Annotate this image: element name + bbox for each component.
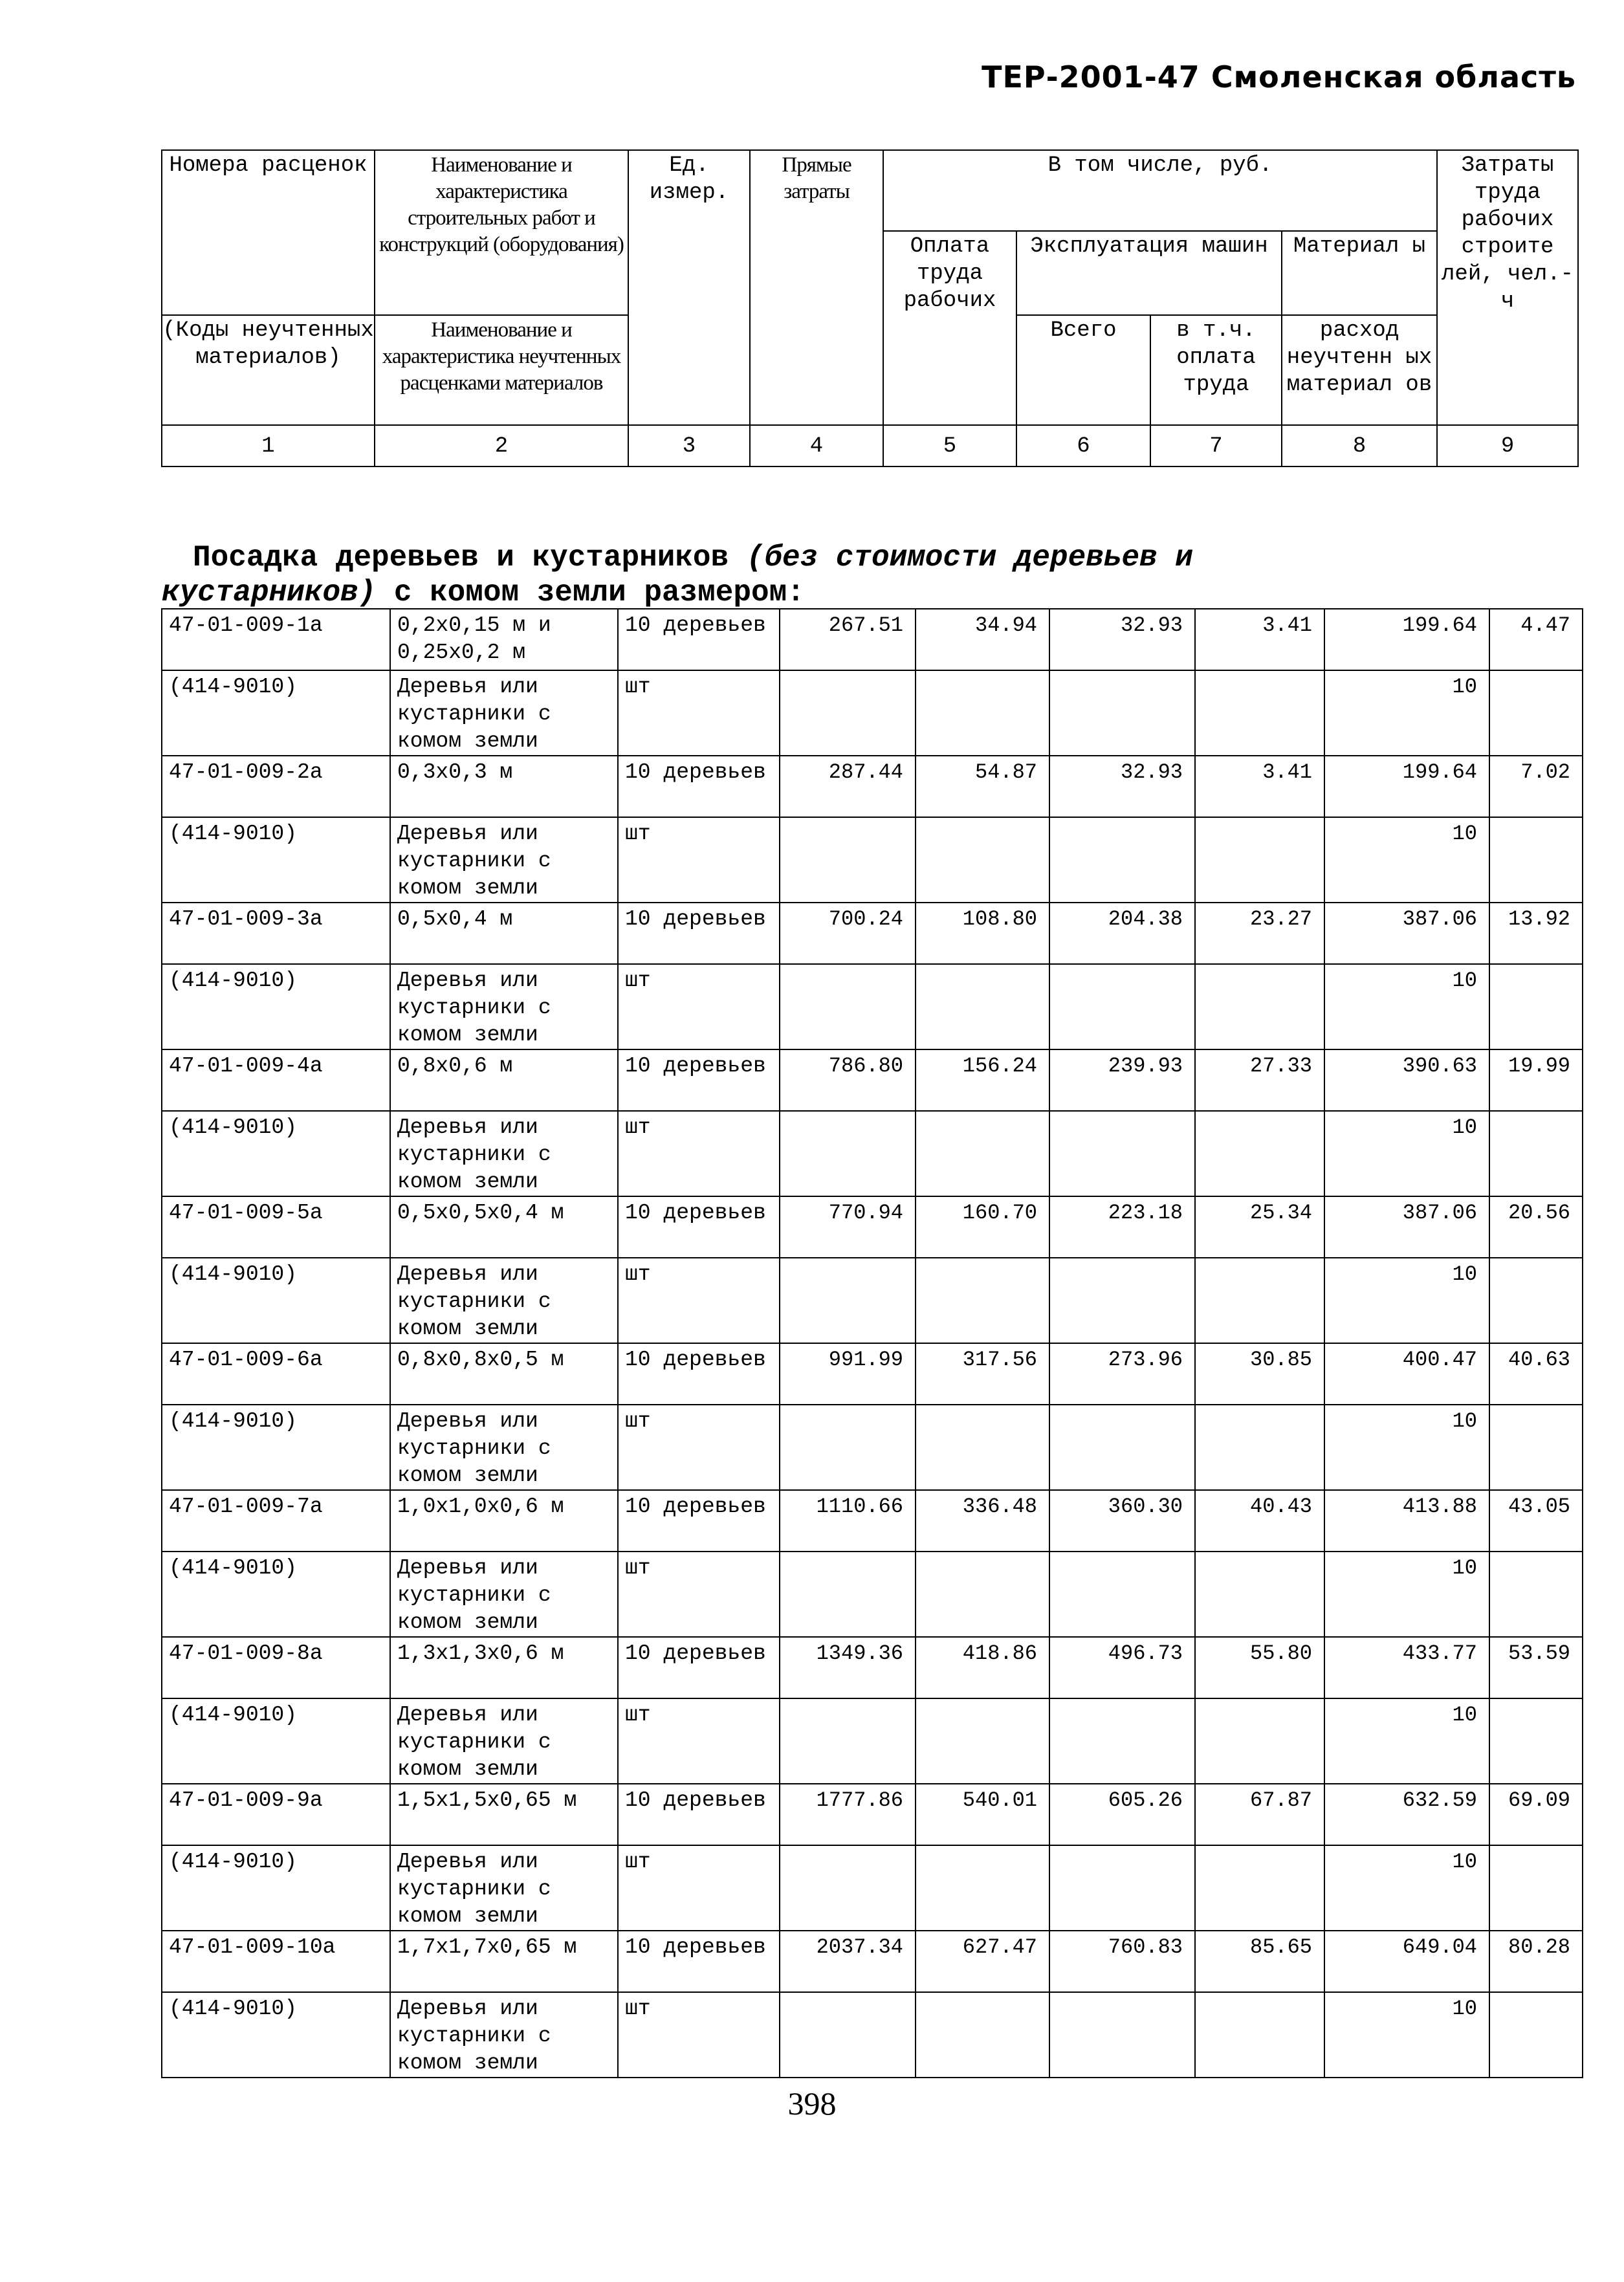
rate-worker-pay: 540.01 xyxy=(916,1784,1049,1845)
column-number: 9 xyxy=(1437,425,1578,466)
empty-cell xyxy=(1195,1698,1324,1784)
material-row xyxy=(162,964,1583,1049)
empty-cell xyxy=(916,1698,1049,1784)
material-row xyxy=(162,1845,1583,1931)
rate-worker-pay: 54.87 xyxy=(916,756,1049,817)
rate-worker-pay: 160.70 xyxy=(916,1196,1049,1258)
rate-direct-costs: 2037.34 xyxy=(780,1931,916,1992)
rate-machine-pay: 40.43 xyxy=(1195,1490,1324,1552)
page-number: 398 xyxy=(787,2085,837,2122)
empty-cell xyxy=(1049,1405,1195,1490)
material-unit: шт xyxy=(618,817,780,903)
column-number: 2 xyxy=(375,425,628,466)
material-code: (414-9010) xyxy=(162,964,390,1049)
material-code: (414-9010) xyxy=(162,1698,390,1784)
rate-materials: 199.64 xyxy=(1324,609,1489,670)
rate-worker-pay: 317.56 xyxy=(916,1343,1049,1405)
column-number: 6 xyxy=(1016,425,1150,466)
rate-machine-pay: 27.33 xyxy=(1195,1049,1324,1111)
table-header xyxy=(161,149,1579,467)
material-unit: шт xyxy=(618,1698,780,1784)
rate-row xyxy=(162,1049,1583,1111)
empty-cell xyxy=(780,1845,916,1931)
rate-name: 0,8х0,8х0,5 м xyxy=(390,1343,618,1405)
rate-worker-pay: 108.80 xyxy=(916,903,1049,964)
column-number: 8 xyxy=(1282,425,1437,466)
rate-machine-pay: 3.41 xyxy=(1195,609,1324,670)
empty-cell xyxy=(1195,964,1324,1049)
rate-machine-pay: 55.80 xyxy=(1195,1637,1324,1698)
rate-direct-costs: 991.99 xyxy=(780,1343,916,1405)
rate-materials: 400.47 xyxy=(1324,1343,1489,1405)
empty-cell xyxy=(1195,1552,1324,1637)
empty-cell xyxy=(1195,1405,1324,1490)
rate-name: 1,7х1,7х0,65 м xyxy=(390,1931,618,1992)
empty-cell xyxy=(916,1845,1049,1931)
header-rate-numbers: Номера расценок xyxy=(162,150,375,315)
empty-cell xyxy=(916,1258,1049,1343)
material-row xyxy=(162,1405,1583,1490)
rate-materials: 649.04 xyxy=(1324,1931,1489,1992)
material-row xyxy=(162,817,1583,903)
rate-machine-pay: 67.87 xyxy=(1195,1784,1324,1845)
rate-unit: 10 деревьев xyxy=(618,1049,780,1111)
empty-cell xyxy=(780,1258,916,1343)
empty-cell xyxy=(1489,1405,1583,1490)
rate-name: 0,3х0,3 м xyxy=(390,756,618,817)
header-unaccounted-codes: (Коды неучтенных материалов) xyxy=(162,315,375,425)
material-quantity: 10 xyxy=(1324,1111,1489,1196)
material-name: Деревья или кустарники с комом земли xyxy=(390,1552,618,1637)
rate-materials: 433.77 xyxy=(1324,1637,1489,1698)
column-numbers-row xyxy=(162,425,1578,466)
rate-row xyxy=(162,1196,1583,1258)
rate-row xyxy=(162,1343,1583,1405)
rate-machine-total: 760.83 xyxy=(1049,1931,1195,1992)
material-quantity: 10 xyxy=(1324,1845,1489,1931)
rate-worker-pay: 418.86 xyxy=(916,1637,1049,1698)
header-unaccounted-usage: расход неучтенн ых материал ов xyxy=(1282,315,1437,425)
column-number: 1 xyxy=(162,425,375,466)
rate-row xyxy=(162,1490,1583,1552)
material-quantity: 10 xyxy=(1324,964,1489,1049)
rate-unit: 10 деревьев xyxy=(618,1637,780,1698)
header-unit: Ед. измер. xyxy=(628,150,750,425)
rate-materials: 199.64 xyxy=(1324,756,1489,817)
empty-cell xyxy=(916,1405,1049,1490)
empty-cell xyxy=(780,1992,916,2078)
rate-materials: 387.06 xyxy=(1324,903,1489,964)
header-machine-operation: Эксплуатация машин xyxy=(1016,231,1282,315)
material-code: (414-9010) xyxy=(162,670,390,756)
material-unit: шт xyxy=(618,1258,780,1343)
rate-code: 47-01-009-9а xyxy=(162,1784,390,1845)
material-row xyxy=(162,1698,1583,1784)
rate-machine-pay: 85.65 xyxy=(1195,1931,1324,1992)
rate-machine-pay: 30.85 xyxy=(1195,1343,1324,1405)
empty-cell xyxy=(1489,1258,1583,1343)
rate-code: 47-01-009-7а xyxy=(162,1490,390,1552)
rate-direct-costs: 1349.36 xyxy=(780,1637,916,1698)
rate-direct-costs: 1110.66 xyxy=(780,1490,916,1552)
rate-materials: 387.06 xyxy=(1324,1196,1489,1258)
rate-labor: 13.92 xyxy=(1489,903,1583,964)
column-number: 7 xyxy=(1150,425,1282,466)
header-machine-pay: в т.ч. оплата труда xyxy=(1150,315,1282,425)
empty-cell xyxy=(916,1552,1049,1637)
material-name: Деревья или кустарники с комом земли xyxy=(390,964,618,1049)
material-unit: шт xyxy=(618,670,780,756)
rate-machine-pay: 3.41 xyxy=(1195,756,1324,817)
header-including-group: В том числе, руб. xyxy=(883,150,1437,231)
material-code: (414-9010) xyxy=(162,817,390,903)
rate-labor: 7.02 xyxy=(1489,756,1583,817)
rate-unit: 10 деревьев xyxy=(618,756,780,817)
rate-machine-total: 223.18 xyxy=(1049,1196,1195,1258)
material-name: Деревья или кустарники с комом земли xyxy=(390,1258,618,1343)
rate-machine-total: 204.38 xyxy=(1049,903,1195,964)
rate-unit: 10 деревьев xyxy=(618,609,780,670)
material-name: Деревья или кустарники с комом земли xyxy=(390,1405,618,1490)
header-worker-pay: Оплата труда рабочих xyxy=(883,231,1016,425)
rate-machine-total: 239.93 xyxy=(1049,1049,1195,1111)
empty-cell xyxy=(780,1698,916,1784)
rate-worker-pay: 627.47 xyxy=(916,1931,1049,1992)
material-unit: шт xyxy=(618,1552,780,1637)
empty-cell xyxy=(1049,1258,1195,1343)
rate-labor: 43.05 xyxy=(1489,1490,1583,1552)
rate-materials: 390.63 xyxy=(1324,1049,1489,1111)
empty-cell xyxy=(1489,1992,1583,2078)
material-quantity: 10 xyxy=(1324,1258,1489,1343)
rate-machine-total: 605.26 xyxy=(1049,1784,1195,1845)
rate-unit: 10 деревьев xyxy=(618,1196,780,1258)
rate-row xyxy=(162,1784,1583,1845)
material-unit: шт xyxy=(618,1405,780,1490)
section-title: Посадка деревьев и кустарников (без стоимости деревьев и кустарников) с комом земли размером: xyxy=(162,541,1193,609)
column-number: 3 xyxy=(628,425,750,466)
rate-code: 47-01-009-2а xyxy=(162,756,390,817)
material-code: (414-9010) xyxy=(162,1845,390,1931)
rate-direct-costs: 1777.86 xyxy=(780,1784,916,1845)
empty-cell xyxy=(1195,1258,1324,1343)
rate-machine-total: 496.73 xyxy=(1049,1637,1195,1698)
rate-labor: 53.59 xyxy=(1489,1637,1583,1698)
rate-machine-total: 360.30 xyxy=(1049,1490,1195,1552)
rate-worker-pay: 34.94 xyxy=(916,609,1049,670)
material-code: (414-9010) xyxy=(162,1552,390,1637)
rate-labor: 20.56 xyxy=(1489,1196,1583,1258)
rate-unit: 10 деревьев xyxy=(618,1343,780,1405)
rate-row xyxy=(162,1637,1583,1698)
rate-direct-costs: 267.51 xyxy=(780,609,916,670)
rate-direct-costs: 786.80 xyxy=(780,1049,916,1111)
material-unit: шт xyxy=(618,1992,780,2078)
empty-cell xyxy=(1489,1698,1583,1784)
rate-labor: 40.63 xyxy=(1489,1343,1583,1405)
rate-row xyxy=(162,756,1583,817)
rate-machine-total: 32.93 xyxy=(1049,756,1195,817)
header-labor-costs: Затраты труда рабочих строите лей, чел.-ч xyxy=(1437,150,1578,425)
rate-name: 1,5х1,5х0,65 м xyxy=(390,1784,618,1845)
rate-direct-costs: 770.94 xyxy=(780,1196,916,1258)
empty-cell xyxy=(1489,1845,1583,1931)
material-quantity: 10 xyxy=(1324,1405,1489,1490)
rate-name: 0,2х0,15 м и 0,25х0,2 м xyxy=(390,609,618,670)
material-quantity: 10 xyxy=(1324,817,1489,903)
rate-row xyxy=(162,609,1583,670)
material-code: (414-9010) xyxy=(162,1992,390,2078)
empty-cell xyxy=(916,1992,1049,2078)
material-row xyxy=(162,670,1583,756)
empty-cell xyxy=(1049,670,1195,756)
material-quantity: 10 xyxy=(1324,1552,1489,1637)
empty-cell xyxy=(1195,1111,1324,1196)
material-quantity: 10 xyxy=(1324,1992,1489,2078)
rate-code: 47-01-009-6а xyxy=(162,1343,390,1405)
empty-cell xyxy=(916,1111,1049,1196)
header-direct-costs: Прямые затраты xyxy=(750,150,883,425)
empty-cell xyxy=(780,1552,916,1637)
rate-unit: 10 деревьев xyxy=(618,1931,780,1992)
rate-unit: 10 деревьев xyxy=(618,1784,780,1845)
empty-cell xyxy=(1489,1111,1583,1196)
rate-machine-pay: 25.34 xyxy=(1195,1196,1324,1258)
material-code: (414-9010) xyxy=(162,1111,390,1196)
material-name: Деревья или кустарники с комом земли xyxy=(390,817,618,903)
empty-cell xyxy=(1195,1845,1324,1931)
header-machine-total: Всего xyxy=(1016,315,1150,425)
material-unit: шт xyxy=(618,964,780,1049)
empty-cell xyxy=(780,1405,916,1490)
empty-cell xyxy=(1489,964,1583,1049)
material-row xyxy=(162,1992,1583,2078)
empty-cell xyxy=(1049,1698,1195,1784)
material-row xyxy=(162,1258,1583,1343)
header-unaccounted-names: Наименование и характеристика неучтенных расценками материалов xyxy=(375,315,628,425)
rate-name: 0,8х0,6 м xyxy=(390,1049,618,1111)
material-code: (414-9010) xyxy=(162,1258,390,1343)
empty-cell xyxy=(1195,670,1324,756)
rate-name: 1,3х1,3х0,6 м xyxy=(390,1637,618,1698)
rate-machine-pay: 23.27 xyxy=(1195,903,1324,964)
rate-labor: 4.47 xyxy=(1489,609,1583,670)
rate-unit: 10 деревьев xyxy=(618,1490,780,1552)
header-materials: Материал ы xyxy=(1282,231,1437,315)
empty-cell xyxy=(1049,964,1195,1049)
rate-code: 47-01-009-4а xyxy=(162,1049,390,1111)
empty-cell xyxy=(1195,817,1324,903)
empty-cell xyxy=(1049,1992,1195,2078)
rate-code: 47-01-009-10а xyxy=(162,1931,390,1992)
material-row xyxy=(162,1552,1583,1637)
empty-cell xyxy=(1489,1552,1583,1637)
material-name: Деревья или кустарники с комом земли xyxy=(390,1698,618,1784)
rate-code: 47-01-009-1а xyxy=(162,609,390,670)
material-name: Деревья или кустарники с комом земли xyxy=(390,1111,618,1196)
empty-cell xyxy=(916,670,1049,756)
empty-cell xyxy=(1049,1552,1195,1637)
rate-unit: 10 деревьев xyxy=(618,903,780,964)
empty-cell xyxy=(1195,1992,1324,2078)
material-quantity: 10 xyxy=(1324,1698,1489,1784)
rate-labor: 19.99 xyxy=(1489,1049,1583,1111)
empty-cell xyxy=(780,670,916,756)
rate-labor: 80.28 xyxy=(1489,1931,1583,1992)
rate-direct-costs: 700.24 xyxy=(780,903,916,964)
material-code: (414-9010) xyxy=(162,1405,390,1490)
rate-direct-costs: 287.44 xyxy=(780,756,916,817)
empty-cell xyxy=(1489,670,1583,756)
rate-materials: 632.59 xyxy=(1324,1784,1489,1845)
rate-materials: 413.88 xyxy=(1324,1490,1489,1552)
rate-code: 47-01-009-3а xyxy=(162,903,390,964)
rate-machine-total: 32.93 xyxy=(1049,609,1195,670)
empty-cell xyxy=(780,964,916,1049)
rate-machine-total: 273.96 xyxy=(1049,1343,1195,1405)
rate-row xyxy=(162,903,1583,964)
rate-name: 1,0х1,0х0,6 м xyxy=(390,1490,618,1552)
material-unit: шт xyxy=(618,1111,780,1196)
rates-table xyxy=(161,608,1583,2078)
header-work-name: Наименование и характеристика строительных работ и конструкций (оборудования) xyxy=(375,150,628,315)
material-row xyxy=(162,1111,1583,1196)
empty-cell xyxy=(1049,817,1195,903)
document-header-title: ТЕР-2001-47 Смоленская область xyxy=(982,60,1576,94)
rate-code: 47-01-009-5а xyxy=(162,1196,390,1258)
empty-cell xyxy=(780,1111,916,1196)
material-unit: шт xyxy=(618,1845,780,1931)
material-name: Деревья или кустарники с комом земли xyxy=(390,1992,618,2078)
rate-labor: 69.09 xyxy=(1489,1784,1583,1845)
rate-name: 0,5х0,4 м xyxy=(390,903,618,964)
empty-cell xyxy=(1049,1845,1195,1931)
rate-row xyxy=(162,1931,1583,1992)
empty-cell xyxy=(916,964,1049,1049)
material-quantity: 10 xyxy=(1324,670,1489,756)
rate-name: 0,5х0,5х0,4 м xyxy=(390,1196,618,1258)
rate-worker-pay: 156.24 xyxy=(916,1049,1049,1111)
empty-cell xyxy=(780,817,916,903)
rate-worker-pay: 336.48 xyxy=(916,1490,1049,1552)
material-name: Деревья или кустарники с комом земли xyxy=(390,1845,618,1931)
column-number: 5 xyxy=(883,425,1016,466)
empty-cell xyxy=(1049,1111,1195,1196)
material-name: Деревья или кустарники с комом земли xyxy=(390,670,618,756)
column-number: 4 xyxy=(750,425,883,466)
empty-cell xyxy=(916,817,1049,903)
empty-cell xyxy=(1489,817,1583,903)
rate-code: 47-01-009-8а xyxy=(162,1637,390,1698)
